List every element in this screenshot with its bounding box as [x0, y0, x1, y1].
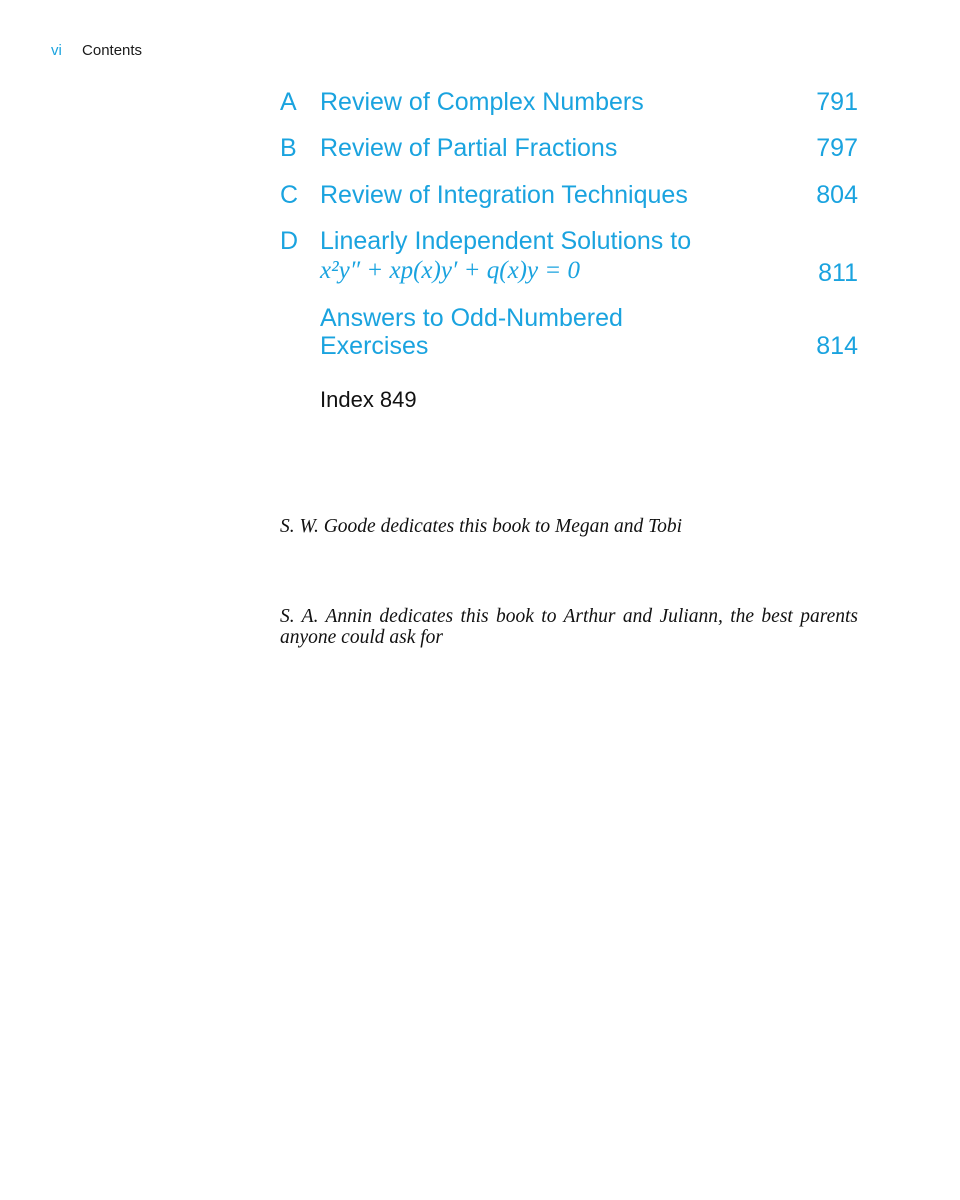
running-head — [51, 41, 142, 61]
toc-entry-page: 814 — [816, 332, 858, 360]
toc-entry-title: Review of Partial Fractions — [320, 134, 618, 162]
toc-entry-letter: A — [280, 88, 297, 116]
toc-entry-letter: D — [280, 227, 299, 255]
toc-entry-a[interactable] — [280, 88, 858, 116]
toc-entry-title: Review of Integration Techniques — [320, 181, 688, 209]
toc-entry-page: 804 — [816, 181, 858, 209]
toc-entry-c[interactable] — [280, 181, 858, 209]
dedication-goode: S. W. Goode dedicates this book to Megan and Tobi — [280, 515, 683, 537]
toc-entry-title: Answers to Odd-Numbered Exercises — [320, 304, 623, 360]
toc-entry-letter: B — [280, 134, 297, 162]
toc-entry-answers[interactable] — [280, 304, 858, 360]
toc-entry-title: Linearly Independent Solutions to — [320, 227, 692, 255]
toc-index-entry[interactable]: Index 849 — [320, 387, 417, 412]
toc-entry-title-block — [320, 227, 760, 287]
toc-entry-page: 797 — [816, 134, 858, 162]
toc-entry-title: Review of Complex Numbers — [320, 88, 644, 116]
toc-entry-b[interactable] — [280, 134, 858, 162]
page-number: vi — [51, 42, 62, 59]
toc-entry-letter: C — [280, 181, 299, 209]
toc-entry-formula: x²y″ + xp(x)y′ + q(x)y = 0 — [320, 257, 580, 284]
dedication-annin: S. A. Annin dedicates this book to Arthur and Juliann, the best parents anyone could ask for — [280, 605, 858, 648]
running-head-title: Contents — [82, 42, 143, 59]
toc-entry-page: 791 — [816, 88, 858, 116]
toc-entry-d[interactable] — [280, 227, 858, 287]
toc-entry-page: 811 — [818, 259, 858, 287]
